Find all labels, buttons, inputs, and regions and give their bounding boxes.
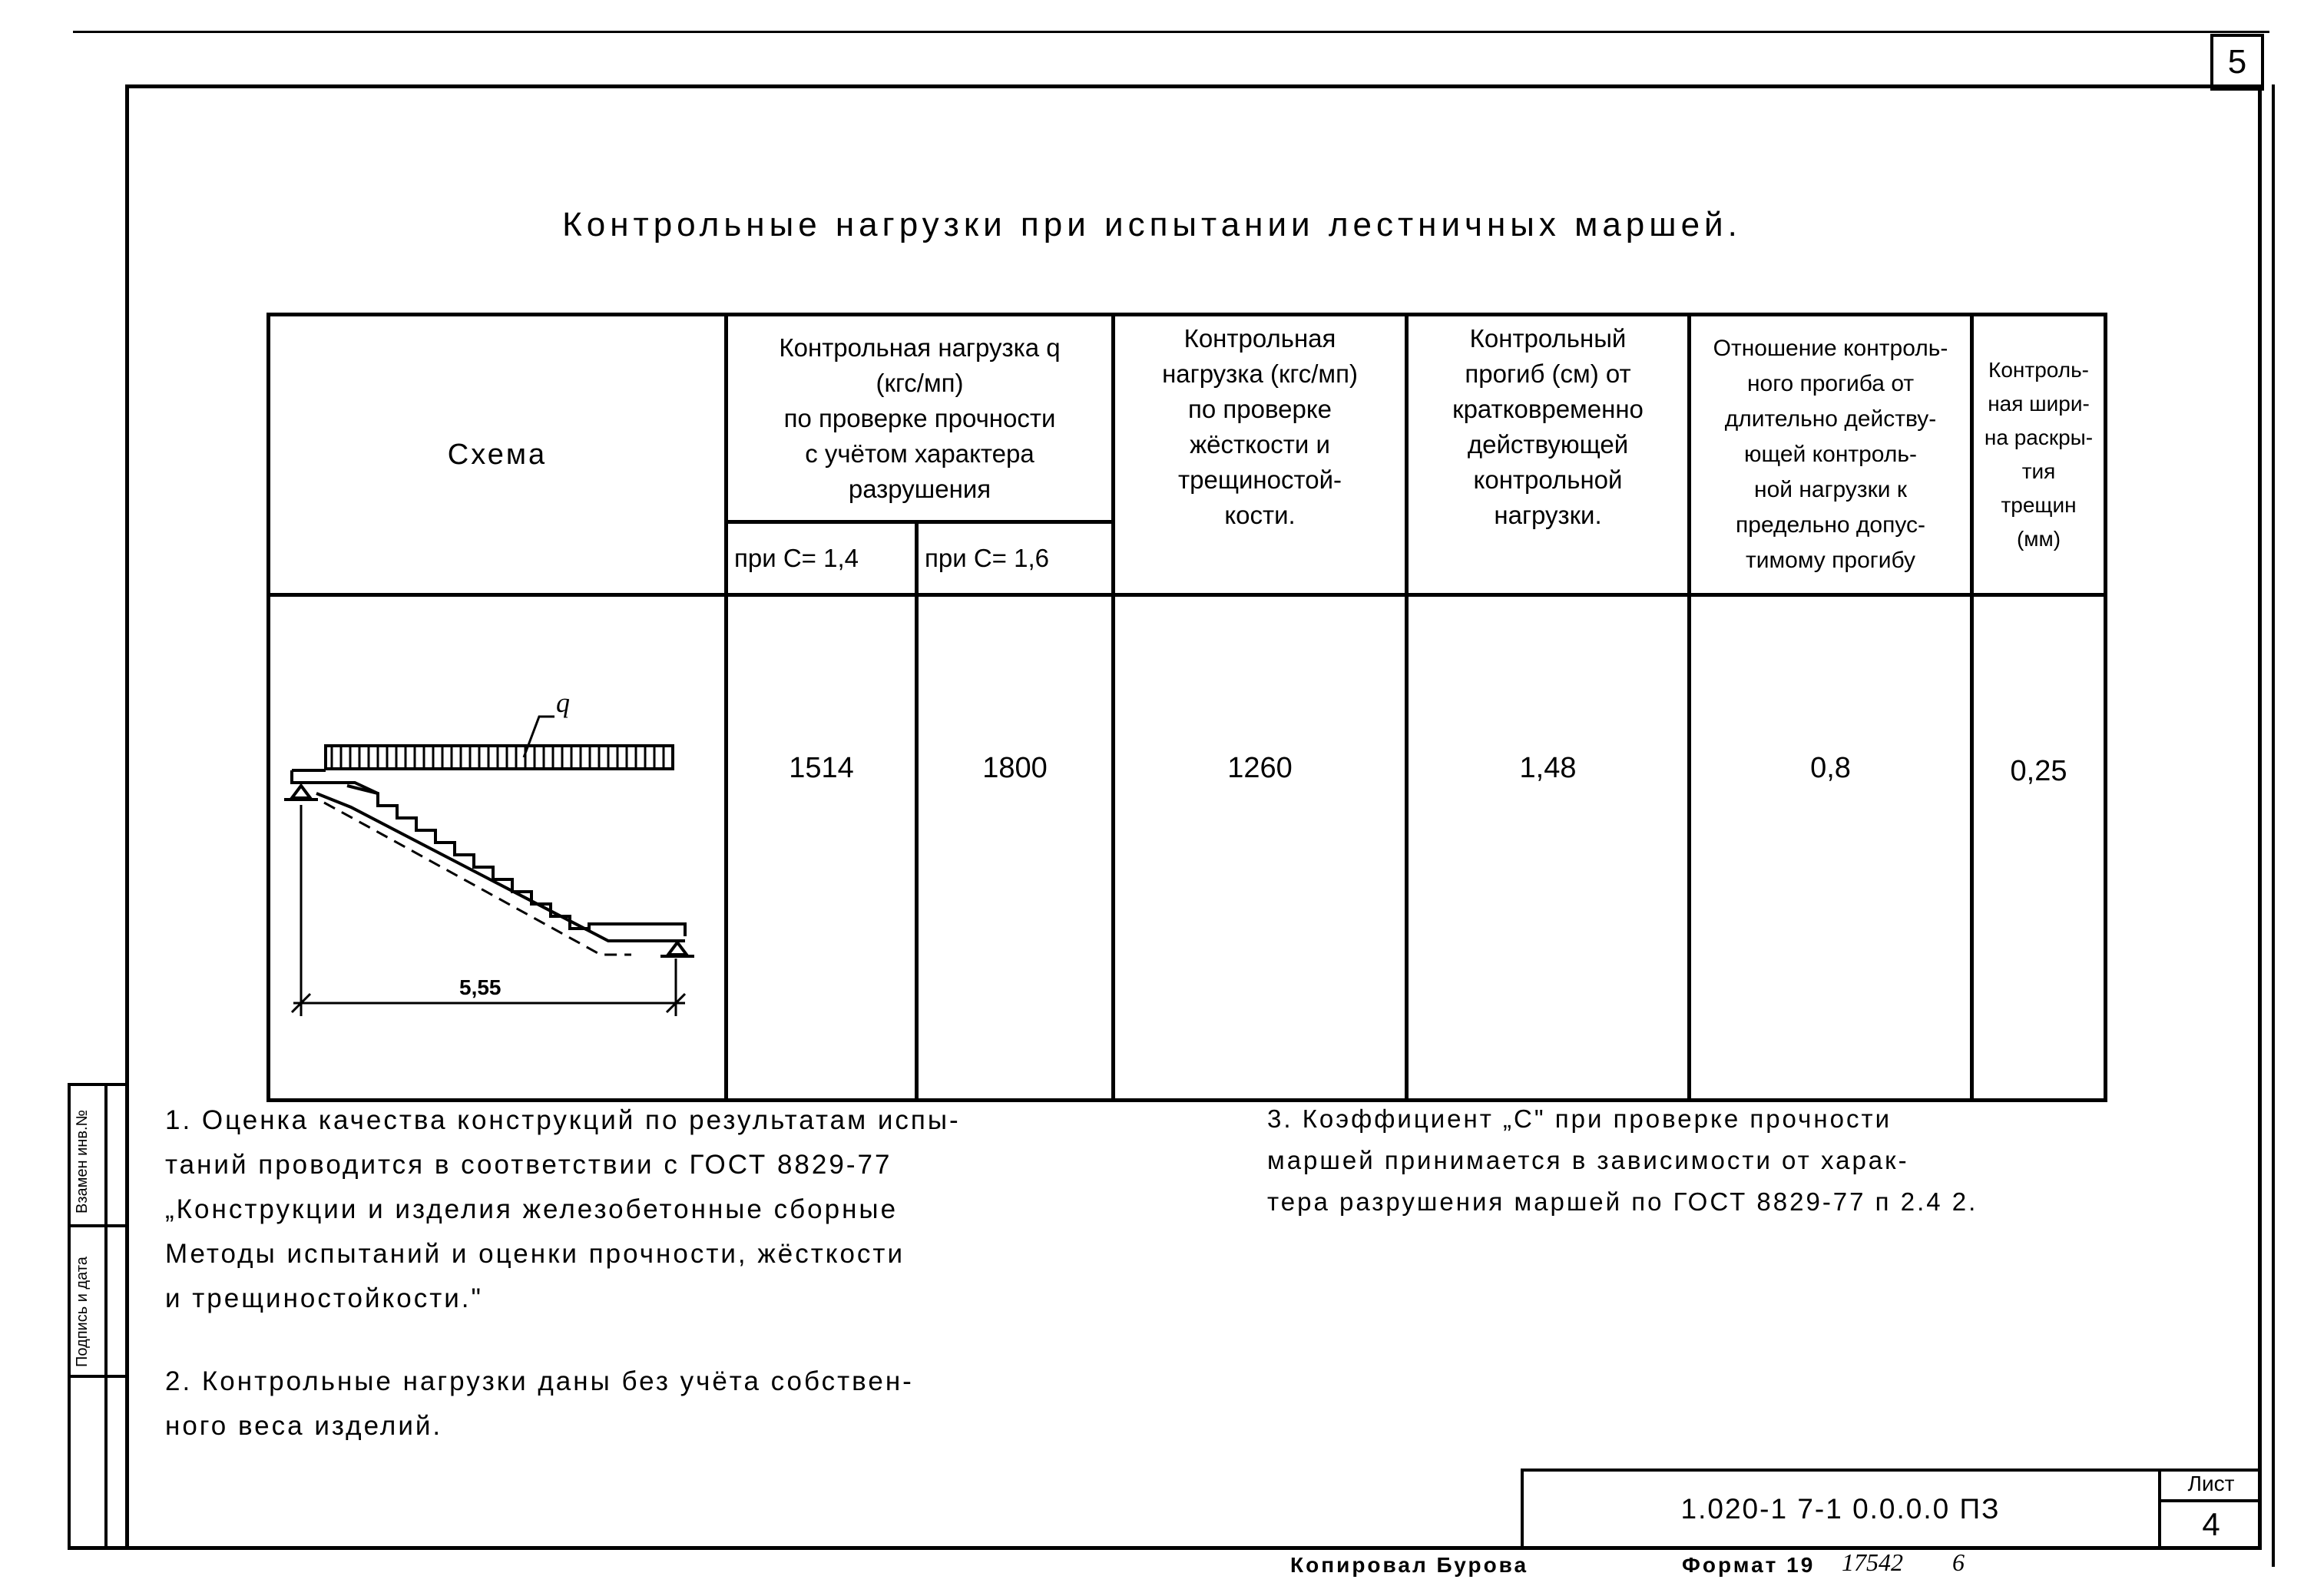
load-leader xyxy=(524,717,554,757)
value-c16: 1800 xyxy=(917,595,1114,1101)
stair-scheme xyxy=(270,632,720,1063)
frame-right-outer xyxy=(2272,84,2275,1567)
top-rule xyxy=(73,31,2269,33)
sheet-number: 4 xyxy=(2202,1506,2220,1542)
value-c14: 1514 xyxy=(727,595,917,1101)
header-c14: при C= 1,4 xyxy=(727,522,917,595)
frame-left xyxy=(125,84,129,1550)
note-1: 1. Оценка качества конструкций по результатам испы- таний проводится в соответствии с ГОСТ 8829-77 „Конструкции и изделия железобетонные сборные Методы испытаний и оценки прочности, жёсткости и трещиностойкости." xyxy=(165,1105,961,1313)
sheet-label: Лист xyxy=(2161,1469,2261,1502)
footer-extra: 6 xyxy=(1952,1548,1965,1576)
header-ratio: Отношение контроль- ного прогиба от длительно действу- ющей контроль- ной нагрузки к предельно допус- тимому прогибу xyxy=(1690,315,1972,595)
margin-strip-left xyxy=(68,1083,71,1550)
margin-strip-top xyxy=(68,1083,129,1086)
frame-top xyxy=(125,84,2262,88)
page-title: Контрольные нагрузки при испытании лестничных маршей. xyxy=(562,206,1742,243)
scheme-cell xyxy=(269,595,727,1101)
header-strength-load: Контрольная нагрузка q (кгс/мп) по проверке прочности с учётом характера разрушения xyxy=(727,315,1114,522)
margin-strip-div2 xyxy=(68,1375,129,1378)
right-support xyxy=(668,942,687,955)
margin-inv-label: Взамен инв.№ xyxy=(74,1110,91,1214)
footer-format: Формат 19 xyxy=(1682,1553,1816,1577)
value-crack-width: 0,25 xyxy=(1972,595,2106,1101)
loads-table xyxy=(266,313,2107,1102)
margin-strip-inner xyxy=(104,1083,108,1550)
value-stiffness-load: 1260 xyxy=(1114,595,1407,1101)
value-deflection: 1,48 xyxy=(1407,595,1690,1101)
footer-number: 17542 xyxy=(1842,1548,1903,1576)
scheme-load-label: q xyxy=(556,687,570,718)
scheme-span-label: 5,55 xyxy=(459,975,502,999)
margin-sign-label: Подпись и дата xyxy=(74,1257,91,1367)
stair-flight xyxy=(347,786,685,936)
header-c16: при C= 1,6 xyxy=(917,522,1114,595)
frame-right xyxy=(2258,84,2262,1550)
note-2: 2. Контрольные нагрузки даны без учёта собствен- ного веса изделий. xyxy=(165,1366,914,1441)
load-hatch xyxy=(332,747,664,767)
margin-strip-div1 xyxy=(68,1224,129,1227)
deflected-shape xyxy=(324,803,631,955)
footer-copied: Копировал Бурова xyxy=(1290,1553,1529,1577)
note-3: 3. Коэффициент „С" при проверке прочности маршей принимается в зависимости от харак- тера разрушения маршей по ГОСТ 8829-77 п 2.4 2. xyxy=(1267,1104,1978,1216)
frame-bottom xyxy=(68,1546,2262,1550)
header-crack-width: Контроль- ная шири- на раскры- тия трещин (мм) xyxy=(1972,315,2106,595)
header-stiffness-load: Контрольная нагрузка (кгс/мп) по проверке жёсткости и трещиностой- кости. xyxy=(1114,315,1407,595)
header-deflection: Контрольный прогиб (см) от кратковременно действующей контрольной нагрузки. xyxy=(1407,315,1690,595)
sheet-box xyxy=(2158,1469,2261,1546)
left-support xyxy=(292,786,310,798)
value-ratio: 0,8 xyxy=(1690,595,1972,1101)
document-code: 1.020-1 7-1 0.0.0.0 ПЗ xyxy=(1680,1493,2001,1525)
stair-soffit xyxy=(316,793,685,941)
header-scheme: Схема xyxy=(269,315,727,595)
page-number: 5 xyxy=(2210,34,2264,91)
